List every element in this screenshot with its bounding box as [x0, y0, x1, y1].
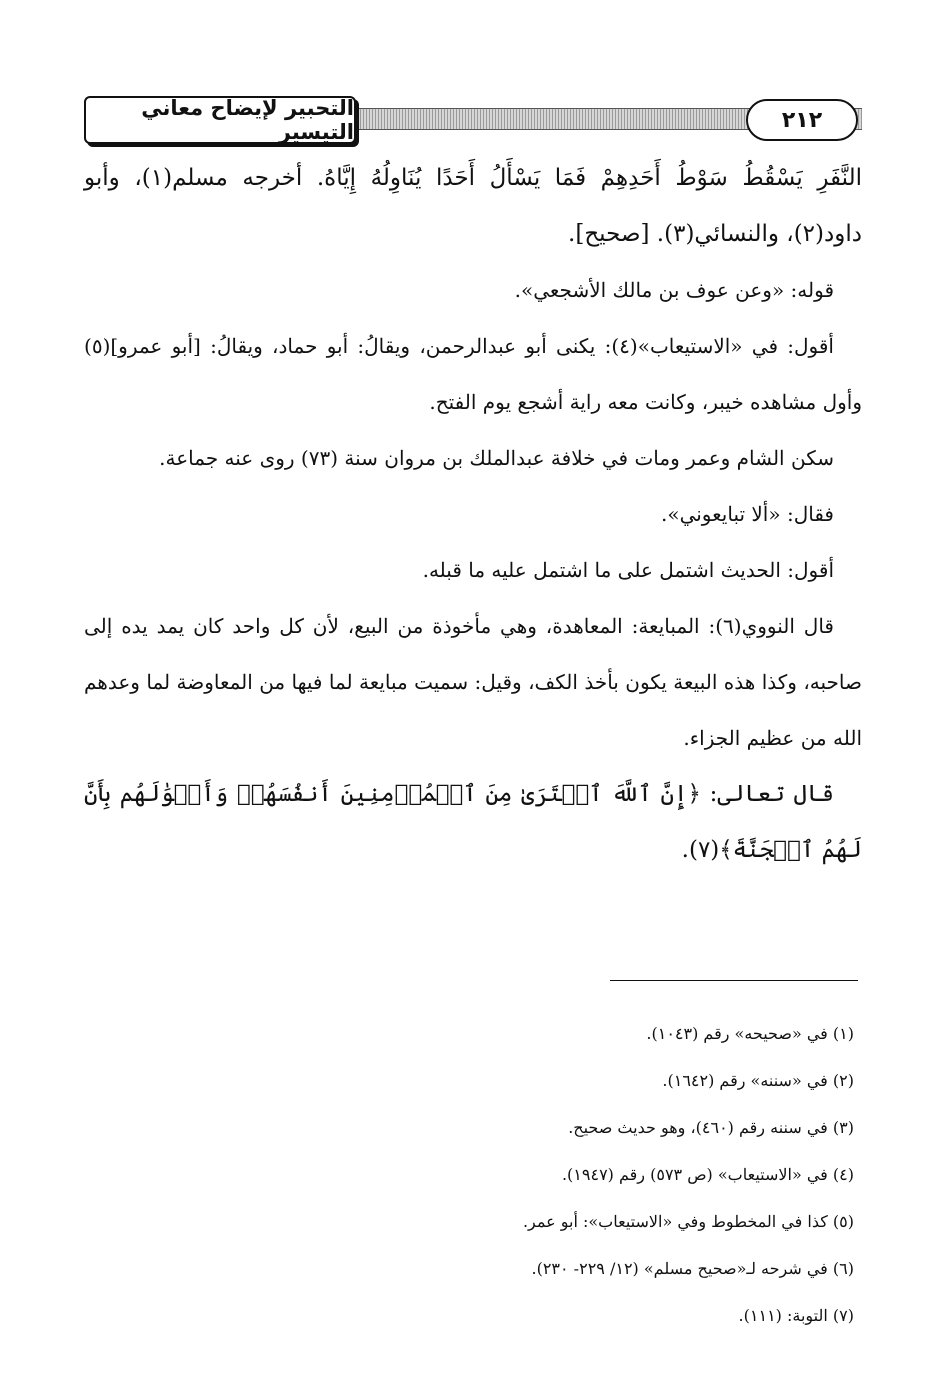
footnote-5: (٥) كذا في المخطوط وفي «الاستيعاب»: أبو عمر. [522, 1212, 854, 1231]
paragraph-hadith-end: النَّفَرِ يَسْقُطُ سَوْطُ أَحَدِهِمْ فَمَا يَسْأَلُ أَحَدًا يُنَاوِلُهُ إِيَّاهُ. أخرجه مسلم(١)، وأبو داود(٢)، والنسائي(٣). [صحيح]. [84, 165, 862, 247]
footnote-2: (٢) في «سننه» رقم (١٦٤٢). [662, 1071, 854, 1090]
paragraph-quote-name: قوله: «وعن عوف بن مالك الأشجعي». [514, 278, 834, 302]
paragraph-quran-verse: قال تعالى: ﴿إِنَّ ٱللَّهَ ٱشۡتَرَىٰ مِنَ ٱلۡمُؤۡمِنِينَ أَنفُسَهُمۡ وَأَمۡوَٰلَهُم بِأَنَّ لَهُمُ ٱلۡجَنَّةَ﴾(٧). [84, 781, 862, 863]
footnote-4: (٤) في «الاستيعاب» (ص ٥٧٣) رقم (١٩٤٧). [561, 1165, 854, 1184]
paragraph-hadith-scope: أقول: الحديث اشتمل على ما اشتمل عليه ما قبله. [422, 558, 834, 582]
footnote-1: (١) في «صحيحه» رقم (١٠٤٣). [646, 1024, 854, 1043]
paragraph-biography: أقول: في «الاستيعاب»(٤): يكنى أبو عبدالرحمن، ويقالُ: أبو حماد، ويقالُ: [أبو عمرو](٥) وأول مشاهده خيبر، وكانت معه راية أشجع يوم الفتح. [84, 334, 862, 414]
paragraph-nawawi: قال النووي(٦): المبايعة: المعاهدة، وهي مأخوذة من البيع، لأن كل واحد كان يمد يده إلى صاحبه، وكذا هذه البيعة يكون بأخذ الكف، وقيل: سميت مبايعة لما فيها من المعاوضة لما وعدهم الله من عظيم الجزاء. [84, 614, 862, 750]
footnote-separator [610, 980, 858, 981]
footnote-7: (٧) التوبة: (١١١). [738, 1306, 854, 1325]
page-header [84, 96, 862, 142]
page-number: ٢١٢ [746, 99, 858, 141]
footnote-6: (٦) في شرحه لـ«صحيح مسلم» (١٢/ ٢٢٩- ٢٣٠). [531, 1259, 854, 1278]
main-text [84, 150, 862, 878]
paragraph-residence: سكن الشام وعمر ومات في خلافة عبدالملك بن مروان سنة (٧٣) روى عنه جماعة. [159, 446, 834, 470]
book-title: التحبير لإيضاح معاني التيسير [84, 96, 356, 144]
footnotes [84, 1010, 862, 1339]
paragraph-quote-bayah: فقال: «ألا تبايعوني». [660, 502, 834, 526]
footnote-3: (٣) في سننه رقم (٤٦٠)، وهو حديث صحيح. [568, 1118, 854, 1137]
